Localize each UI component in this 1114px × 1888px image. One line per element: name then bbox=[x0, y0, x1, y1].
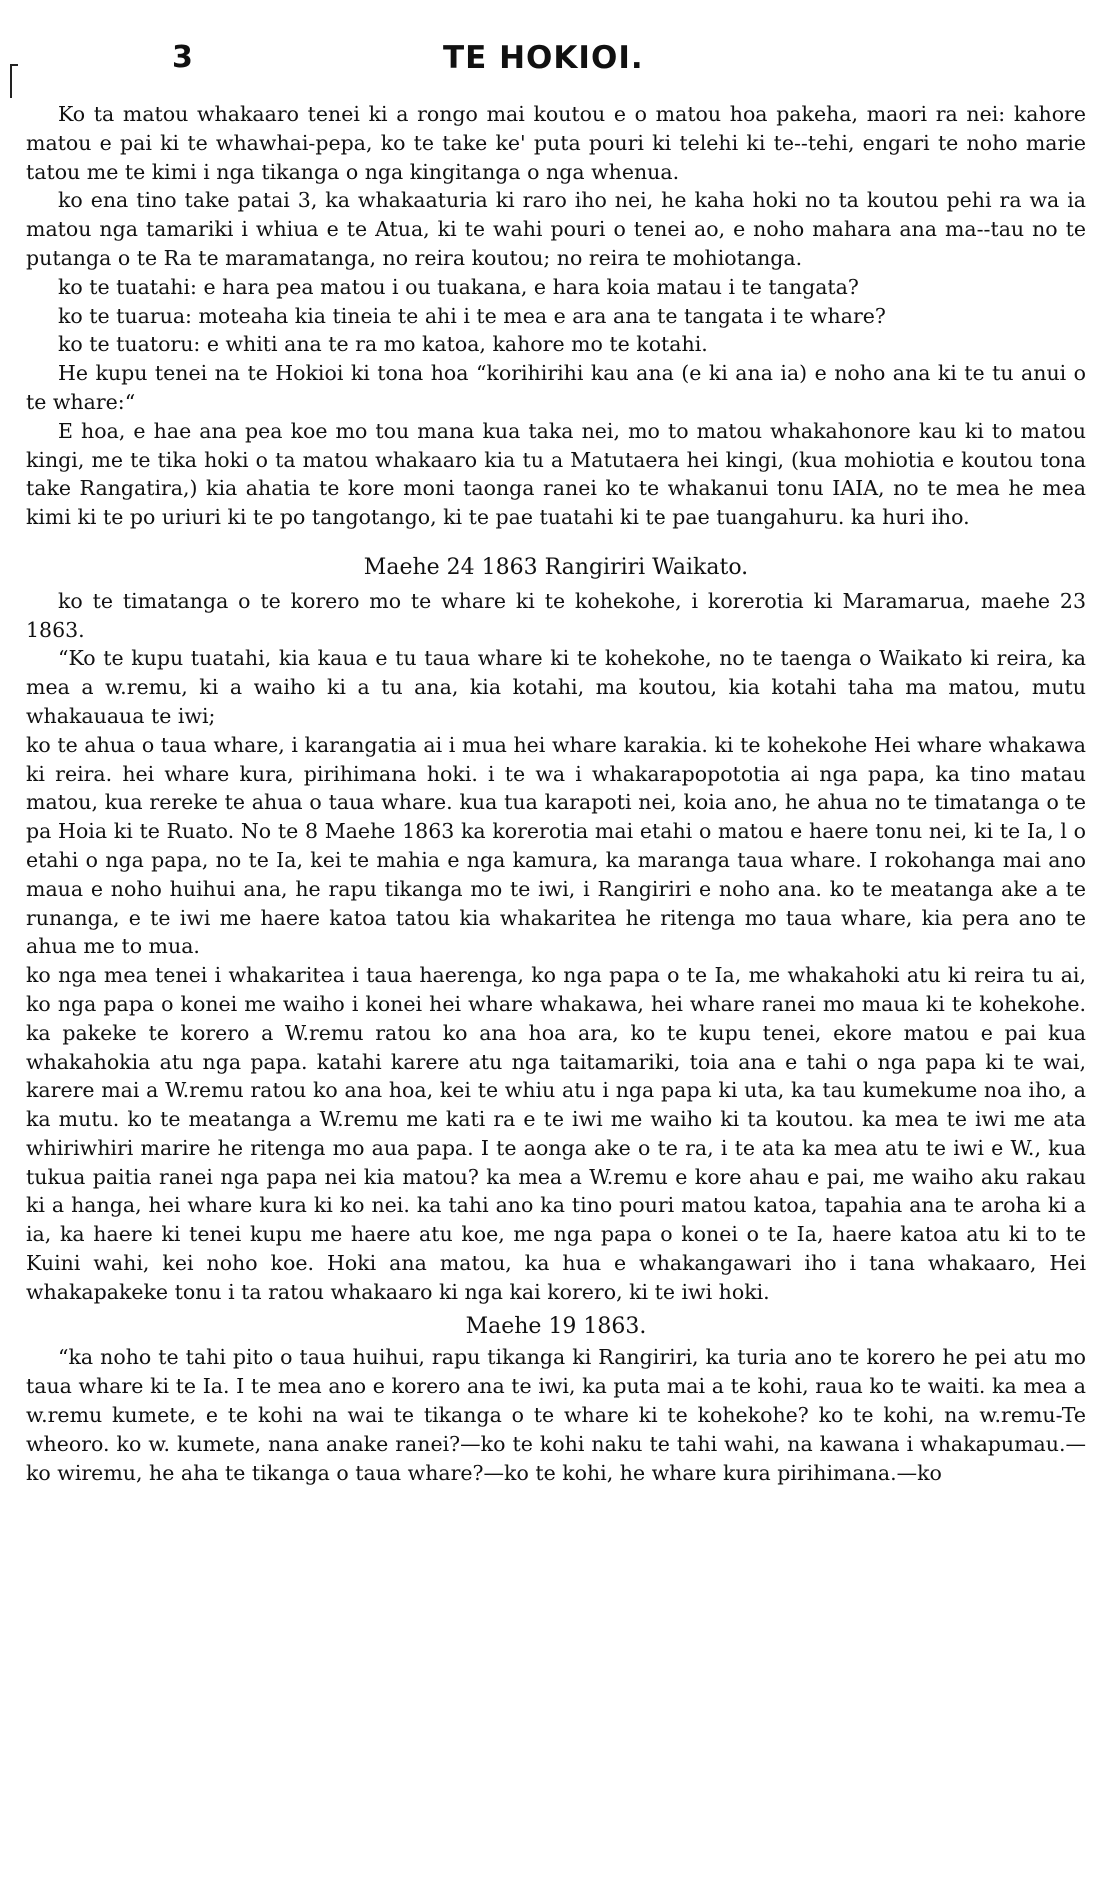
report-paragraph-3: ko nga mea tenei i whakaritea i taua haerenga, ko nga papa o te Ia, me whakahoki atu ki reira tu ai, ko nga papa o konei me waiho i konei hei whare whakawa, hei whare ranei mo maua ki te kohekohe. ka pakeke te korero a W.remu ratou ko ana hoa ara, ko te kupu tenei, ekore matou e pai kua whakahokia atu nga papa. katahi karere atu nga taitamariki, toia ana e tahi o nga papa ki te wai, karere mai a W.remu ratou ko ana hoa, kei te whiu atu i nga papa ki uta, ka tau kumekume noa iho, a ka mutu. ko te meatanga a W.remu me kati ra e te iwi me waiho ki ta koutou. ka mea te iwi me ata whiriwhiri marire he ritenga mo aua papa. I te aonga ake o te ra, i te ata ka mea atu te iwi e W., kua tukua paitia ranei nga papa nei kia matou? ka mea a W.remu e kore ahau e pai, me waiho aku rakau ki a hanga, hei whare kura ki ko nei. ka tahi ano ka tino pouri matou katoa, tapahia ana te aroha ki a ia, ka haere ki tenei kupu me haere atu koe, me nga papa o konei o te Ia, haere katoa atu ki to te Kuini wahi, kei noho koe. Hoki ana matou, ka hua e whakangawari iho i tana whakaaro, Hei whakapakeke tonu i ta ratou whakaaro ki nga kai korero, ki te iwi hoki. bbox=[26, 963, 1086, 1304]
opening-paragraph: ko te timatanga o te korero mo te whare ki te kohekohe, i korerotia ki Maramarua, maehe 23 1863. bbox=[26, 588, 1086, 642]
report-paragraph-1: “Ko te kupu tuatahi, kia kaua e tu taua whare ki te kohekohe, no te taenga o Waikato ki reira, ka mea a w.remu, ki a waiho ki a tu ana, kia kotahi, ma koutou, kia kotahi taha ma matou, mutu whakauaua te iwi; bbox=[26, 646, 1086, 728]
article-body bbox=[26, 100, 1086, 1487]
address-paragraph: E hoa, e hae ana pea koe mo tou mana kua taka nei, mo to matou whakahonore kau ki to matou kingi, me te tika hoki o ta matou whakaaro kia tu a Matutaera hei kingi, (kua mohiotia e koutou tona take Rangatira,) kia ahatia te kore moni taonga ranei ko te whakanui tonu IAIA, no te mea he mea kimi ki te po uriuri ki te po tangotango, ki te pae tuatahi ki te pae tuangahuru. ka huri iho. bbox=[26, 418, 1086, 530]
report-paragraph-2: ko te ahua o taua whare, i karangatia ai i mua hei whare karakia. ki te kohekohe Hei whare whakawa ki reira. hei whare kura, pirihimana hoki. i te wa i whakarapopototia ai nga papa, ka tino matau matou, kua rereke te ahua o taua whare. kua tua karapoti nei, koia ano, he ahua no te timatanga o te pa Hoia ki te Ruato. No te 8 Maehe 1863 ka korerotia mai etahi o matou e haere tonu nei, ki te Ia, l o etahi o nga papa, no te Ia, kei te mahia e nga kamura, ka maranga taua whare. I rokohanga mai ano maua e noho huihui ana, he rapu tikanga mo te iwi, i Rangiriri e noho ana. ko te meatanga ake a te runanga, e te iwi me haere katoa tatou kia whakaritea he ritenga mo taua whare, kia pera ano te ahua me to mua. bbox=[26, 732, 1086, 959]
newspaper-title: TE HOKIOI. bbox=[443, 40, 644, 76]
proverb-paragraph: He kupu tenei na te Hokioi ki tona hoa “korihirihi kau ana (e ki ana ia) e noho ana ki te tu anui o te whare:“ bbox=[26, 361, 1086, 414]
meeting-paragraph: “ka noho te tahi pito o taua huihui, rapu tikanga ki Rangiriri, ka turia ano te korero he pei atu mo taua whare ki te Ia. I te mea ano e korero ana te iwi, ka puta mai a te kohi, raua ko te waiti. ka mea a w.remu kumete, e te kohi na wai te tikanga o te whare ki te kohekohe? ko te kohi, na w.remu-Te wheoro. ko w. kumete, nana anake ranei?—ko te kohi naku te tahi wahi, na kawana i whakapumau.—ko wiremu, he aha te tikanga o taua whare?—ko te kohi, he whare kura pirihimana.—ko bbox=[26, 1345, 1086, 1485]
dateline-rangiriri: Maehe 24 1863 Rangiriri Waikato. bbox=[363, 554, 749, 580]
question-first: ko te tuatahi: e hara pea matou i ou tuakana, e hara koia matau i te tangata? bbox=[58, 274, 859, 299]
intro-paragraph: Ko ta matou whakaaro tenei ki a rongo mai koutou e o matou hoa pakeha, maori ra nei: kahore matou e pai ki te whawhai-pepa, ko te take ke' puta pouri ki telehi ki te--tehi, engari te noho marie tatou me te kimi i nga tikanga o nga kingitanga o nga whenua. bbox=[26, 102, 1086, 184]
page-number: 3 bbox=[172, 40, 193, 75]
question-second: ko te tuarua: moteaha kia tineia te ahi i te mea e ara ana te tangata i te whare? bbox=[58, 303, 886, 328]
question-third: ko te tuatoru: e whiti ana te ra mo katoa, kahore mo te kotahi. bbox=[58, 332, 708, 357]
dateline-maehe-19: Maehe 19 1863. bbox=[465, 1313, 647, 1339]
page-header bbox=[0, 40, 1114, 80]
margin-bracket-mark bbox=[10, 64, 12, 98]
topics-paragraph: ko ena tino take patai 3, ka whakaaturia ki raro iho nei, he kaha hoki no ta koutou pehi ra wa ia matou nga tamariki i whiua e te Atua, ki te wahi pouri o tenei ao, e noho mahara ana ma--tau no te putanga o te Ra te maramatanga, no reira koutou; no reira te mohiotanga. bbox=[26, 188, 1086, 270]
